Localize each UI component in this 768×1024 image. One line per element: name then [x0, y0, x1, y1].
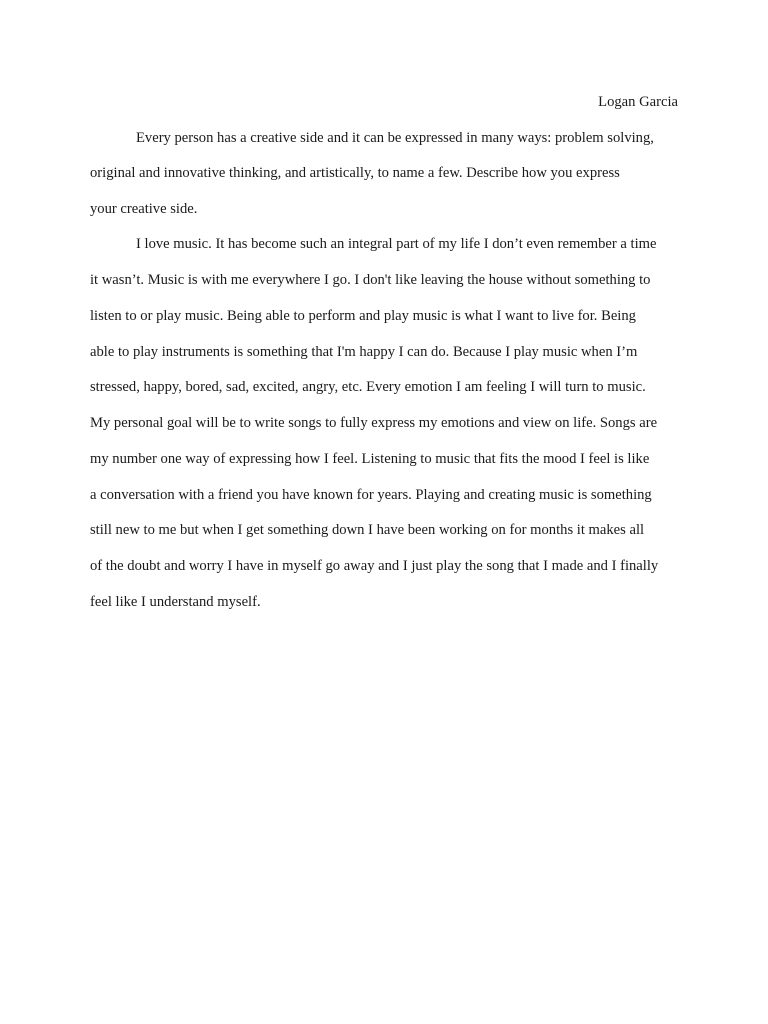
body-line-6: My personal goal will be to write songs to fully express my emotions and view on life. Songs are	[90, 415, 658, 431]
body-line-10: of the doubt and worry I have in myself go away and I just play the song that I made and I finally	[90, 558, 659, 574]
body-line-1: I love music. It has become such an integral part of my life I don’t even remember a time	[136, 236, 657, 252]
body-line-4: able to play instruments is something that I'm happy I can do. Because I play music when I’m	[90, 344, 638, 360]
body-line-8: a conversation with a friend you have known for years. Playing and creating music is something	[90, 487, 652, 503]
body-line-11: feel like I understand myself.	[90, 594, 261, 610]
prompt-line-2: original and innovative thinking, and artistically, to name a few. Describe how you express	[90, 165, 620, 181]
prompt-line-1: Every person has a creative side and it can be expressed in many ways: problem solving,	[136, 130, 654, 146]
prompt-line-3: your creative side.	[90, 201, 198, 217]
body-line-3: listen to or play music. Being able to perform and play music is what I want to live for. Being	[90, 308, 636, 324]
body-line-5: stressed, happy, bored, sad, excited, angry, etc. Every emotion I am feeling I will turn to music.	[90, 379, 646, 395]
body-line-7: my number one way of expressing how I feel. Listening to music that fits the mood I feel is like	[90, 451, 650, 467]
body-line-2: it wasn’t. Music is with me everywhere I go. I don't like leaving the house without something to	[90, 272, 651, 288]
author-name: Logan Garcia	[598, 94, 678, 110]
body-line-9: still new to me but when I get something down I have been working on for months it makes all	[90, 522, 645, 538]
